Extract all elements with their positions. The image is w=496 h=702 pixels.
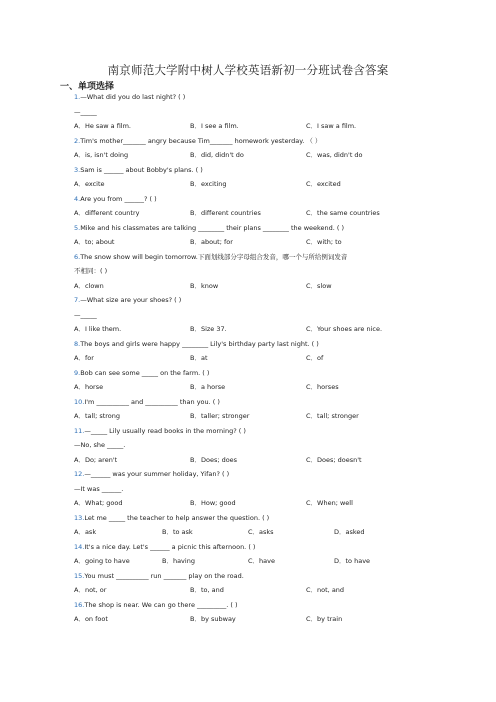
- question-number: 1.: [74, 93, 81, 101]
- answer-option[interactable]: C．Does; doesn't: [306, 455, 362, 464]
- question-text: Bob can see some _____ on the farm. ( ): [80, 368, 210, 377]
- answer-option[interactable]: B．a horse: [190, 383, 226, 391]
- question-text: —What did you do last night? ( ): [80, 93, 186, 101]
- answer-option[interactable]: B．Does; does: [190, 455, 238, 464]
- question-stem: [74, 572, 244, 580]
- answer-option[interactable]: B．about; for: [190, 238, 233, 246]
- answer-option[interactable]: C．Your shoes are nice.: [306, 325, 383, 333]
- answer-option[interactable]: B．by subway: [190, 615, 236, 623]
- answer-option[interactable]: C．excited: [306, 180, 341, 188]
- answer-option[interactable]: C．have: [248, 557, 275, 565]
- answer-option[interactable]: A．I like them.: [74, 325, 122, 333]
- question-number: 10.: [74, 397, 85, 406]
- question-text: —______ was your summer holiday, Yifan? ( ): [84, 470, 230, 478]
- question-text: The boys and girls were happy ________ Lily's birthday party last night. ( ): [80, 339, 319, 348]
- question-number: 9.: [74, 368, 81, 377]
- question-text: The snow show will begin tomorrow.下面划线部分字母组合发音，哪一个与所给例词发音: [80, 252, 348, 261]
- answer-option[interactable]: A．for: [74, 354, 94, 362]
- answer-option[interactable]: C．not, and: [306, 586, 345, 594]
- question-text: It's a nice day. Let's ______ a picnic this afternoon. ( ): [84, 542, 256, 551]
- question-stem: [74, 601, 238, 609]
- question-stem: [74, 543, 255, 551]
- answer-option[interactable]: A．not, or: [74, 586, 107, 594]
- answer-option[interactable]: A．He saw a film.: [74, 122, 131, 130]
- answer-option[interactable]: C．When; well: [306, 499, 353, 507]
- question-number: 11.: [74, 426, 85, 435]
- answer-option[interactable]: A．different country: [74, 209, 140, 217]
- question-number: 8.: [74, 339, 81, 348]
- question-stem: [74, 253, 347, 261]
- question-stem: [74, 224, 344, 232]
- answer-option[interactable]: C．I saw a film.: [306, 122, 357, 130]
- question-stem: [74, 514, 269, 522]
- answer-option[interactable]: A．What; good: [74, 499, 123, 507]
- question-text: —_____ Lily usually read books in the morning? ( ): [84, 426, 246, 435]
- question-stem: [74, 296, 181, 304]
- question-text: Tim's mother_______ angry because Tim_______ homework yesterday. （ ）: [80, 136, 322, 145]
- question-extra-line: —_____: [74, 107, 97, 116]
- question-number: 6.: [74, 252, 81, 261]
- answer-option[interactable]: C．horses: [306, 383, 339, 391]
- answer-option[interactable]: D．to have: [334, 557, 371, 565]
- question-number: 15.: [74, 571, 85, 580]
- answer-option[interactable]: B．exciting: [190, 180, 227, 188]
- question-number: 4.: [74, 194, 81, 203]
- question-number: 3.: [74, 165, 81, 174]
- question-text: Mike and his classmates are talking ________ their plans ________ the weekend. ( ): [80, 223, 345, 232]
- question-extra-line: —_____: [74, 310, 97, 319]
- question-text: —What size are your shoes? ( ): [80, 296, 182, 304]
- question-number: 14.: [74, 542, 85, 551]
- answer-option[interactable]: A．on foot: [74, 615, 108, 623]
- answer-option[interactable]: A．ask: [74, 528, 97, 536]
- question-text: The shop is near. We can go there _________. ( ): [84, 600, 238, 609]
- answer-option[interactable]: A．going to have: [74, 557, 130, 565]
- section-heading: 一、单项选择: [60, 82, 115, 92]
- question-number: 2.: [74, 136, 81, 145]
- answer-option[interactable]: C．by train: [306, 615, 343, 623]
- question-text: Let me _____ the teacher to help answer the question. ( ): [84, 513, 270, 522]
- answer-option[interactable]: C．with; to: [306, 238, 342, 246]
- answer-option[interactable]: C．tall; stronger: [306, 412, 359, 420]
- answer-option[interactable]: A．tall; strong: [74, 412, 121, 420]
- answer-option[interactable]: C．of: [306, 354, 324, 362]
- answer-option[interactable]: A．excite: [74, 180, 105, 188]
- question-number: 7.: [74, 296, 81, 304]
- answer-option[interactable]: A．Do; aren't: [74, 455, 118, 464]
- answer-option[interactable]: B．Size 37.: [190, 325, 227, 333]
- answer-option[interactable]: B．to ask: [162, 528, 193, 536]
- answer-option[interactable]: D．asked: [334, 528, 365, 536]
- question-number: 5.: [74, 223, 81, 232]
- answer-option[interactable]: C．the same countries: [306, 209, 380, 217]
- answer-option[interactable]: B．to, and: [190, 586, 224, 594]
- answer-option[interactable]: A．clown: [74, 281, 104, 290]
- question-stem: [74, 427, 246, 435]
- question-extra-line: —No, she _____.: [74, 441, 126, 449]
- question-stem: [74, 369, 209, 377]
- question-text: You must __________ run _______ play on the road.: [84, 571, 244, 580]
- answer-option[interactable]: B．different countries: [190, 209, 261, 217]
- question-stem: [74, 137, 321, 145]
- answer-option[interactable]: A．is, isn't doing: [74, 151, 129, 159]
- question-extra-line: 不相同：( ): [74, 267, 108, 275]
- answer-option[interactable]: C．asks: [248, 528, 274, 536]
- question-text: I'm __________ and __________ than you. ( ): [84, 397, 220, 406]
- question-stem: [74, 470, 229, 478]
- question-extra-line: —It was ______.: [74, 484, 124, 493]
- question-text: Sam is ______ about Bobby's plans. ( ): [80, 165, 203, 174]
- question-stem: [74, 166, 203, 174]
- question-number: 16.: [74, 600, 85, 609]
- question-stem: [74, 93, 185, 101]
- answer-option[interactable]: A．to; about: [74, 238, 115, 246]
- question-stem: [74, 398, 220, 406]
- question-text: Are you from ______? ( ): [80, 194, 157, 203]
- question-number: 12.: [74, 470, 85, 478]
- answer-option[interactable]: B．I see a film.: [190, 122, 239, 130]
- answer-option[interactable]: B．did, didn't do: [190, 151, 244, 159]
- answer-option[interactable]: A．horse: [74, 383, 104, 391]
- question-stem: [74, 340, 319, 348]
- answer-option[interactable]: B．having: [162, 557, 195, 565]
- answer-option[interactable]: B．How; good: [190, 499, 236, 507]
- page-title: 南京师范大学附中树人学校英语新初一分班试卷含答案: [107, 63, 389, 77]
- question-stem: [74, 195, 157, 203]
- question-number: 13.: [74, 513, 85, 522]
- answer-option[interactable]: C．was, didn't do: [306, 151, 363, 159]
- answer-option[interactable]: B．know: [190, 281, 219, 290]
- answer-option[interactable]: B．taller; stronger: [190, 412, 250, 420]
- answer-option[interactable]: B．at: [190, 354, 208, 362]
- answer-option[interactable]: C．slow: [306, 281, 332, 290]
